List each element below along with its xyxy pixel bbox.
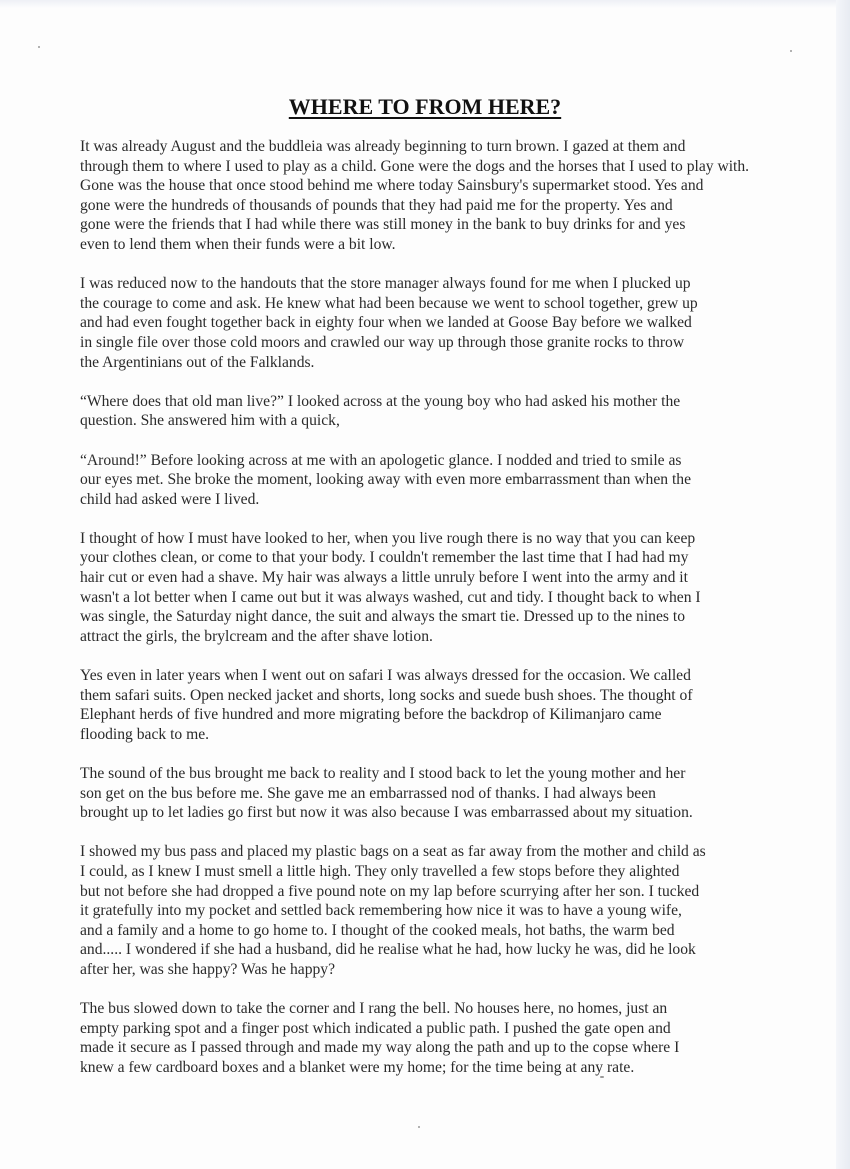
text-line: but not before she had dropped a five pound note on my lap before scurrying after her son. I tucked: [80, 882, 700, 900]
text-line: child had asked were I lived.: [80, 490, 260, 508]
text-line: and a family and a home to go home to. I thought of the cooked meals, hot baths, the warm bed: [80, 921, 675, 939]
text-line: knew a few cardboard boxes and a blanket were my home; for the time being at any rate.: [80, 1058, 635, 1076]
text-line: flooding back to me.: [80, 725, 210, 743]
scan-edge-top: [0, 0, 850, 8]
text-line: Yes even in later years when I went out on safari I was always dressed for the occasion. We called: [80, 667, 691, 685]
paragraph: [80, 999, 760, 1077]
text-line: it gratefully into my pocket and settled back remembering how nice it was to have a young wife,: [80, 902, 682, 920]
scan-edge-right: [836, 0, 850, 1169]
text-line: It was already August and the buddleia was already beginning to turn brown. I gazed at them and: [80, 138, 686, 155]
text-line: I thought of how I must have looked to her, when you live rough there is no way that you can keep: [80, 529, 696, 547]
paragraph: [80, 137, 760, 255]
text-line: “Where does that old man live?” I looked across at the young boy who had asked his mother the: [80, 392, 681, 410]
paragraph: [80, 451, 760, 510]
text-line: and..... I wondered if she had a husband, did he realise what he had, how lucky he was, did he look: [80, 941, 696, 959]
text-line: and had even fought together back in eighty four when we landed at Goose Bay before we walked: [80, 314, 692, 332]
text-line: I was reduced now to the handouts that the store manager always found for me when I plucked up: [80, 275, 691, 293]
text-line: through them to where I used to play as a child. Gone were the dogs and the horses that I used to play with.: [80, 157, 750, 175]
text-line: empty parking spot and a finger post which indicated a public path. I pushed the gate open and: [80, 1019, 671, 1037]
text-line: attract the girls, the brylcream and the after shave lotion.: [80, 627, 433, 645]
text-line: gone were the friends that I had while there was still money in the bank to buy drinks for and yes: [80, 216, 686, 234]
text-line: was single, the Saturday night dance, the suit and always the smart tie. Dressed up to the nines to: [80, 608, 685, 626]
text-line: even to lend them when their funds were a bit low.: [80, 235, 396, 253]
text-line: I could, as I knew I must smell a little high. They only travelled a few stops before they alighted: [80, 862, 680, 880]
text-line: the courage to come and ask. He knew what had been because we went to school together, grew up: [80, 294, 698, 312]
paragraph: [80, 392, 760, 431]
text-line: question. She answered him with a quick,: [80, 412, 340, 430]
text-line: The sound of the bus brought me back to reality and I stood back to let the young mother and her: [80, 765, 686, 782]
paragraph: [80, 666, 760, 744]
paragraph: [80, 274, 760, 372]
scan-speck: [418, 1126, 420, 1128]
scan-speck: [790, 50, 792, 52]
text-line: the Argentinians out of the Falklands.: [80, 353, 315, 371]
text-line: after her, was she happy? Was he happy?: [80, 960, 336, 978]
paragraph: [80, 764, 760, 823]
document-body: [80, 137, 760, 1097]
scan-speck: [38, 46, 40, 48]
text-line: I showed my bus pass and placed my plastic bags on a seat as far away from the mother and child as: [80, 843, 706, 861]
text-line: your clothes clean, or come to that your body. I couldn't remember the last time that I had had my: [80, 549, 689, 567]
text-line: “Around!” Before looking across at me with an apologetic glance. I nodded and tried to smile as: [80, 451, 682, 469]
text-line: made it secure as I passed through and made my way along the path and up to the copse where I: [80, 1039, 680, 1057]
paragraph: [80, 842, 760, 979]
text-line: wasn't a lot better when I came out but it was always washed, cut and tidy. I thought back to when I: [80, 588, 701, 606]
text-line: son get on the bus before me. She gave me an embarrassed nod of thanks. I had always been: [80, 784, 656, 802]
document-title: WHERE TO FROM HERE?: [288, 94, 562, 119]
text-line: them safari suits. Open necked jacket and shorts, long socks and suede bush shoes. The thought of: [80, 686, 693, 704]
text-line: gone were the hundreds of thousands of pounds that they had paid me for the property. Yes and: [80, 196, 673, 214]
text-line: in single file over those cold moors and crawled our way up through those granite rocks to throw: [80, 333, 685, 351]
paragraph: [80, 529, 760, 647]
text-line: brought up to let ladies go first but now it was also because I was embarrassed about my situation.: [80, 804, 693, 822]
text-line: Elephant herds of five hundred and more migrating before the backdrop of Kilimanjaro came: [80, 706, 662, 724]
text-line: The bus slowed down to take the corner and I rang the bell. No houses here, no homes, just an: [80, 1000, 668, 1018]
text-line: our eyes met. She broke the moment, looking away with even more embarrassment than when the: [80, 471, 692, 489]
text-line: Gone was the house that once stood behind me where today Sainsbury's supermarket stood. Yes and: [80, 177, 704, 195]
text-line: hair cut or even had a shave. My hair was always a little unruly before I went into the army and it: [80, 569, 688, 587]
